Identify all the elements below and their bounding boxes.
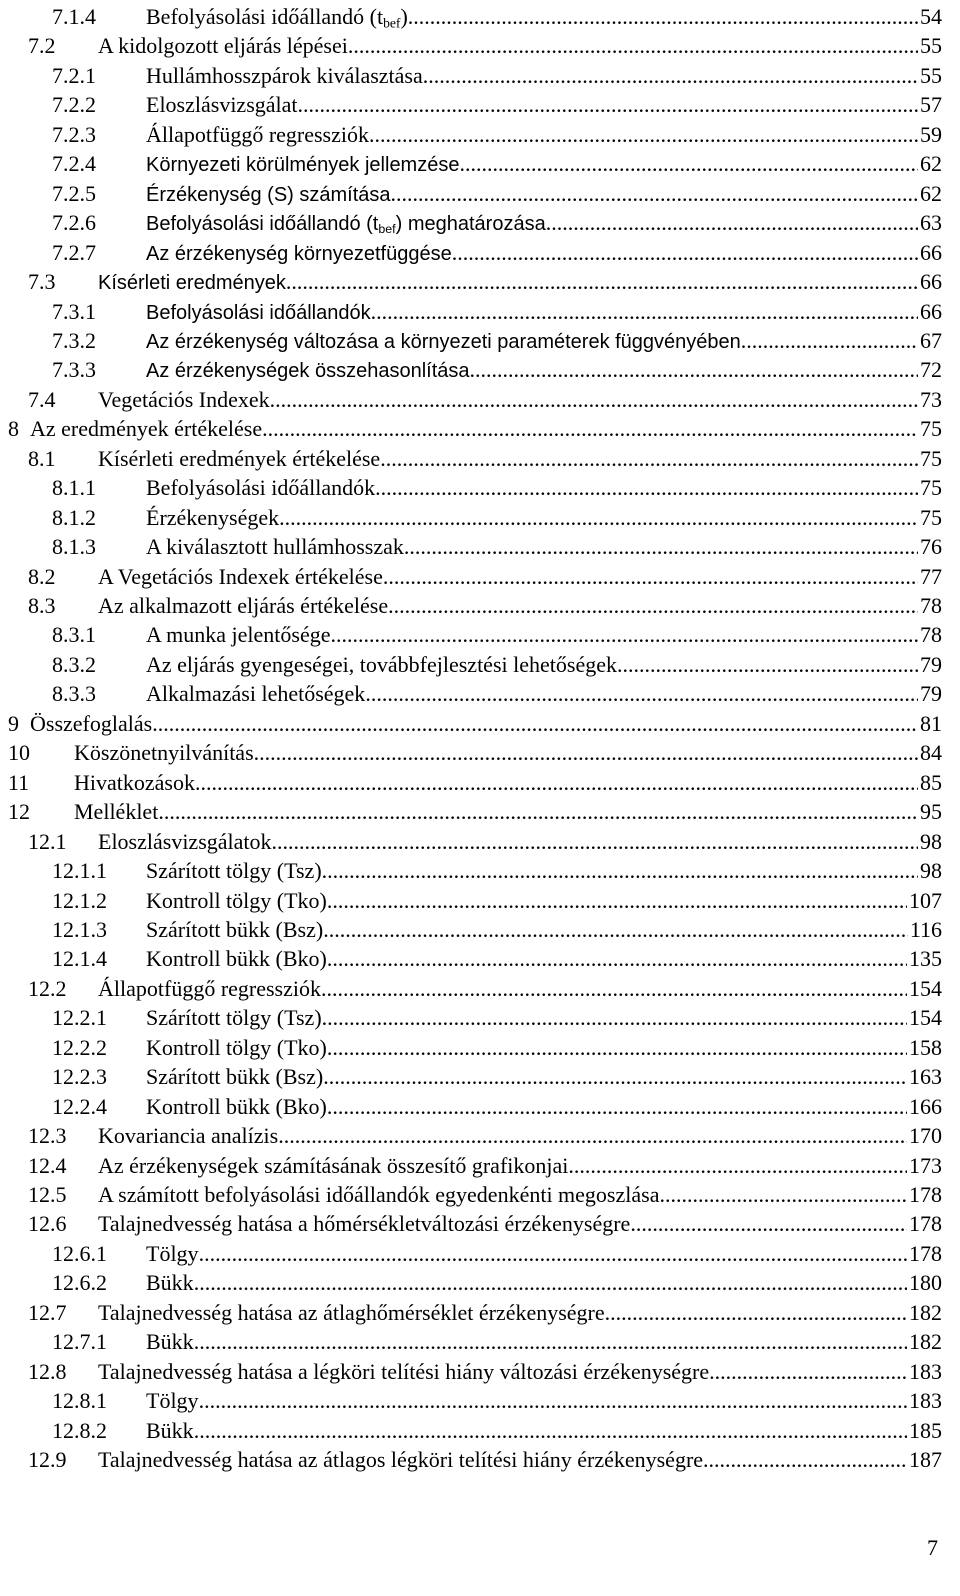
- toc-entry[interactable]: [0, 650, 960, 680]
- toc-entry-page: 76: [920, 534, 942, 560]
- toc-entry-number: 12: [8, 799, 30, 825]
- toc-entry[interactable]: [0, 1121, 960, 1151]
- toc-entry-title: Talajnedvesség hatása a légköri telítési hiány változási érzékenységre: [98, 1358, 710, 1384]
- toc-entry-title: A kiválasztott hullámhosszak: [146, 534, 404, 560]
- toc-entry-title: Talajnedvesség hatása az átlagos légköri telítési hiány érzékenységre: [98, 1447, 704, 1473]
- toc-entry[interactable]: [0, 532, 960, 562]
- toc-entry-title: A Vegetációs Indexek értékelése: [98, 563, 383, 589]
- toc-entry-page: 166: [909, 1093, 942, 1119]
- toc-entry-title: Bükk: [146, 1270, 194, 1296]
- toc-dot-leader: [262, 414, 918, 444]
- toc-entry-page: 170: [909, 1123, 942, 1149]
- toc-dot-leader: [408, 2, 918, 32]
- toc-entry-page: 62: [920, 180, 942, 206]
- toc-entry-page: 78: [920, 593, 942, 618]
- toc-entry-page: 54: [920, 4, 942, 29]
- toc-entry-number: 12.8.2: [52, 1417, 107, 1443]
- toc-dot-leader: [152, 709, 918, 739]
- toc-entry-subscript: bef: [378, 222, 396, 237]
- toc-entry-number: 12.1: [28, 828, 67, 854]
- toc-entry-number: 7.2.4: [52, 151, 96, 177]
- toc-entry-title: Az érzékenységek összehasonlítása: [146, 360, 470, 383]
- toc-dot-leader: [452, 238, 918, 268]
- toc-entry[interactable]: [0, 562, 960, 592]
- toc-dot-leader: [331, 620, 918, 650]
- toc-entry-page: 73: [920, 386, 942, 412]
- toc-entry-page: 185: [909, 1417, 942, 1443]
- toc-entry-number: 8.2: [28, 563, 56, 589]
- toc-entry-number: 12.2.2: [52, 1034, 107, 1060]
- toc-entry-number: 12.9: [28, 1447, 67, 1473]
- toc-entry[interactable]: [0, 326, 960, 356]
- toc-dot-leader: [546, 208, 918, 238]
- toc-entry-number: 8.1.1: [52, 475, 96, 501]
- toc-dot-leader: [194, 1416, 907, 1446]
- toc-entry-title: Kontroll bükk (Bko): [146, 1093, 327, 1119]
- toc-entry[interactable]: [0, 1268, 960, 1298]
- toc-dot-leader: [741, 326, 918, 356]
- toc-entry-number: 12.7: [28, 1299, 67, 1325]
- toc-entry-title: Az érzékenység változása a környezeti paraméterek függvényében: [146, 330, 741, 353]
- toc-dot-leader: [323, 1062, 907, 1092]
- toc-entry-page: 67: [920, 327, 942, 353]
- toc-entry-page: 173: [909, 1152, 942, 1178]
- toc-entry-number: 12.3: [28, 1123, 67, 1149]
- toc-entry-number: 7.2.7: [52, 239, 96, 265]
- toc-entry-page: 98: [920, 858, 942, 884]
- toc-dot-leader: [195, 768, 918, 798]
- toc-entry-title: Köszönetnyilvánítás: [74, 740, 254, 766]
- toc-entry[interactable]: [0, 120, 960, 150]
- toc-entry-page: 107: [909, 887, 942, 913]
- toc-entry-title: Kísérleti eredmények: [98, 272, 286, 295]
- toc-entry-page: 98: [920, 828, 942, 854]
- toc-entry-page: 79: [920, 651, 942, 677]
- toc-entry-number: 12.6: [28, 1211, 67, 1237]
- toc-dot-leader: [321, 974, 907, 1004]
- toc-dot-leader: [659, 1180, 907, 1210]
- toc-entry[interactable]: [0, 1003, 960, 1033]
- toc-entry-title: Tölgy: [146, 1240, 199, 1266]
- toc-entry-number: 8.3: [28, 593, 56, 618]
- toc-dot-leader: [327, 886, 907, 916]
- toc-entry[interactable]: [0, 915, 960, 945]
- toc-entry-number: 12.4: [28, 1152, 67, 1178]
- toc-entry[interactable]: [0, 238, 960, 268]
- toc-entry[interactable]: [0, 179, 960, 209]
- toc-entry-title: Állapotfüggő regressziók: [146, 121, 369, 147]
- toc-dot-leader: [369, 120, 918, 150]
- toc-entry-title: A számított befolyásolási időállandók egyedenkénti megoszlása: [98, 1182, 660, 1207]
- toc-entry[interactable]: [0, 827, 960, 857]
- page-number: 7: [927, 1535, 938, 1560]
- toc-entry-title: Szárított bükk (Bsz): [146, 1064, 324, 1090]
- toc-entry-title: Bükk: [146, 1329, 194, 1355]
- toc-entry-number: 12.1.2: [52, 887, 107, 913]
- toc-dot-leader: [327, 1092, 907, 1122]
- toc-entry-number: 8.3.2: [52, 651, 96, 677]
- toc-entry-number: 7.4: [28, 386, 56, 412]
- toc-dot-leader: [278, 1121, 907, 1151]
- toc-entry[interactable]: [0, 1445, 960, 1475]
- toc-entry-title: Hullámhosszpárok kiválasztása: [146, 62, 423, 88]
- toc-entry[interactable]: [0, 444, 960, 474]
- toc-entry-page: 77: [920, 563, 942, 589]
- toc-entry-page: 135: [909, 946, 942, 972]
- toc-entry-title: Szárított tölgy (Tsz): [146, 858, 322, 884]
- toc-entry[interactable]: [0, 90, 960, 120]
- toc-entry-title: Kovariancia analízis: [98, 1123, 279, 1149]
- toc-entry-title: Az eljárás gyengeségei, továbbfejlesztési lehetőségek: [146, 651, 617, 677]
- toc-entry[interactable]: [0, 679, 960, 709]
- toc-entry[interactable]: [0, 768, 960, 798]
- toc-entry-number: 8.3.3: [52, 681, 96, 707]
- toc-entry[interactable]: [0, 974, 960, 1004]
- toc-entry-title: [146, 2, 408, 32]
- toc-entry-title: Befolyásolási időállandók: [146, 475, 376, 501]
- toc-entry[interactable]: [0, 1386, 960, 1416]
- toc-entry-page: 187: [909, 1447, 942, 1473]
- toc-entry[interactable]: [0, 1416, 960, 1446]
- toc-entry[interactable]: [0, 297, 960, 327]
- toc-entry-page: 178: [909, 1240, 942, 1266]
- toc-entry-title-text: Befolyásolási időállandó (t: [146, 4, 384, 29]
- toc-entry-page: 55: [920, 62, 942, 88]
- toc-entry-page: 75: [920, 416, 942, 442]
- toc-entry-title: Hivatkozások: [74, 769, 195, 795]
- toc-entry[interactable]: [0, 1062, 960, 1092]
- toc-entry-title: Kontroll tölgy (Tko): [146, 887, 327, 913]
- toc-entry-page: 59: [920, 121, 942, 147]
- toc-dot-leader: [568, 1151, 907, 1181]
- toc-entry-page: 183: [909, 1358, 942, 1384]
- toc-dot-leader: [617, 650, 918, 680]
- toc-entry-title: Állapotfüggő regressziók: [98, 975, 321, 1001]
- toc-entry[interactable]: [0, 473, 960, 503]
- toc-entry-title: Kísérleti eredmények értékelése: [98, 445, 381, 471]
- toc-entry-number: 12.7.1: [52, 1329, 107, 1355]
- toc-entry-page: 182: [909, 1329, 942, 1355]
- toc-dot-leader: [709, 1357, 907, 1387]
- toc-entry[interactable]: [0, 738, 960, 768]
- toc-dot-leader: [348, 31, 918, 61]
- toc-entry-title: Összefoglalás: [30, 710, 153, 736]
- toc-entry[interactable]: [0, 414, 960, 444]
- toc-entry-page: 66: [920, 269, 942, 295]
- toc-entry[interactable]: [0, 1033, 960, 1063]
- toc-entry-page: 81: [920, 710, 942, 736]
- toc-entry-title: Kontroll bükk (Bko): [146, 946, 327, 972]
- toc-entry-title: Alkalmazási lehetőségek: [146, 681, 366, 707]
- toc-entry[interactable]: [0, 61, 960, 91]
- toc-entry-number: 7.2.6: [52, 210, 96, 236]
- toc-entry-page: 75: [920, 445, 942, 471]
- toc-entry-page: 66: [920, 298, 942, 324]
- toc-entry-title-text: ) meghatározása: [395, 213, 546, 236]
- toc-entry-title: Talajnedvesség hatása a hőmérsékletváltozási érzékenységre: [98, 1211, 631, 1237]
- toc-entry[interactable]: [0, 385, 960, 415]
- toc-entry-number: 7.2.3: [52, 121, 96, 147]
- toc-entry-number: 9: [8, 710, 19, 736]
- toc-entry[interactable]: [0, 1298, 960, 1328]
- toc-entry-page: 95: [920, 799, 942, 825]
- toc-entry-page: 116: [909, 916, 942, 942]
- toc-dot-leader: [272, 827, 918, 857]
- toc-entry-title: Bükk: [146, 1417, 194, 1443]
- toc-entry-title: Az érzékenységek számításának összesítő grafikonjai: [98, 1152, 569, 1178]
- toc-entry-page: 78: [920, 622, 942, 648]
- toc-entry-number: 7.1.4: [52, 4, 96, 29]
- toc-dot-leader: [286, 267, 918, 297]
- toc-entry-title: Vegetációs Indexek: [98, 386, 270, 412]
- toc-entry-number: 12.6.1: [52, 1240, 107, 1266]
- toc-dot-leader: [279, 503, 918, 533]
- toc-entry-title: Környezeti körülmények jellemzése: [146, 154, 460, 177]
- toc-entry-page: 183: [909, 1388, 942, 1414]
- toc-dot-leader: [391, 179, 918, 209]
- toc-entry-number: 12.1.4: [52, 946, 107, 972]
- toc-entry-title: Az eredmények értékelése: [30, 416, 263, 442]
- toc-entry-page: 182: [909, 1299, 942, 1325]
- toc-entry-page: 62: [920, 151, 942, 177]
- toc-entry-title-text: ): [400, 4, 408, 29]
- toc-entry[interactable]: [0, 1357, 960, 1387]
- toc-entry[interactable]: [0, 1327, 960, 1357]
- toc-entry-page: 85: [920, 769, 942, 795]
- toc-dot-leader: [254, 738, 918, 768]
- toc-entry-title: Érzékenységek: [146, 504, 280, 530]
- toc-entry-title: Az érzékenység környezetfüggése: [146, 242, 452, 265]
- toc-entry[interactable]: [0, 1151, 960, 1181]
- toc-entry[interactable]: [0, 944, 960, 974]
- toc-dot-leader: [380, 444, 918, 474]
- toc-dot-leader: [470, 355, 918, 385]
- toc-entry-number: 7.3.2: [52, 327, 96, 353]
- toc-entry[interactable]: [0, 31, 960, 61]
- toc-entry-number: 7.2: [28, 33, 56, 59]
- toc-entry-title: Szárított tölgy (Tsz): [146, 1005, 322, 1031]
- toc-dot-leader: [322, 856, 918, 886]
- toc-entry-number: 12.8.1: [52, 1388, 107, 1414]
- toc-entry-title: Tölgy: [146, 1388, 199, 1414]
- toc-dot-leader: [365, 679, 918, 709]
- toc-entry[interactable]: [0, 856, 960, 886]
- toc-dot-leader: [388, 591, 918, 621]
- toc-entry-title: Szárított bükk (Bsz): [146, 916, 324, 942]
- toc-entry-title: Érzékenység (S) számítása: [146, 183, 391, 206]
- toc-dot-leader: [375, 473, 918, 503]
- toc-entry-number: 8: [8, 416, 19, 442]
- toc-entry-page: 178: [909, 1182, 942, 1207]
- toc-entry-title: Befolyásolási időállandók: [146, 301, 371, 324]
- toc-entry-page: 72: [920, 357, 942, 383]
- toc-entry[interactable]: [0, 620, 960, 650]
- toc-entry-title: A kidolgozott eljárás lépései: [98, 33, 348, 59]
- toc-entry-number: 12.1.3: [52, 916, 107, 942]
- toc-entry-number: 12.6.2: [52, 1270, 107, 1296]
- toc-entry-title: A munka jelentősége: [146, 622, 331, 648]
- toc-entry-title: Eloszlásvizsgálatok: [98, 828, 272, 854]
- toc-dot-leader: [327, 1033, 907, 1063]
- toc-entry-number: 7.3.1: [52, 298, 96, 324]
- toc-entry-title: [146, 209, 546, 239]
- toc-entry-page: 79: [920, 681, 942, 707]
- toc-entry[interactable]: [0, 591, 960, 621]
- toc-dot-leader: [605, 1298, 907, 1328]
- toc-entry[interactable]: [0, 1092, 960, 1122]
- toc-entry-subscript: bef: [383, 15, 401, 31]
- toc-dot-leader: [459, 149, 918, 179]
- toc-entry-title: Melléklet: [74, 799, 159, 825]
- toc-entry-number: 10: [8, 740, 30, 766]
- toc-dot-leader: [404, 532, 918, 562]
- toc-dot-leader: [194, 1327, 907, 1357]
- toc-entry-number: 7.3: [28, 269, 56, 295]
- toc-entry-number: 8.1.2: [52, 504, 96, 530]
- toc-entry-number: 8.3.1: [52, 622, 96, 648]
- toc-entry-page: 180: [909, 1270, 942, 1296]
- toc-entry-page: 55: [920, 33, 942, 59]
- toc-entry-page: 178: [909, 1211, 942, 1237]
- toc-entry-page: 84: [920, 740, 942, 766]
- toc-entry-number: 11: [8, 769, 30, 795]
- toc-entry-page: 66: [920, 239, 942, 265]
- toc-dot-leader: [270, 385, 918, 415]
- toc-dot-leader: [199, 1386, 907, 1416]
- toc-entry[interactable]: [0, 886, 960, 916]
- toc-entry-page: 154: [909, 975, 942, 1001]
- toc-entry[interactable]: [0, 503, 960, 533]
- toc-entry-title: Kontroll tölgy (Tko): [146, 1034, 327, 1060]
- toc-dot-leader: [194, 1268, 907, 1298]
- toc-entry-page: 154: [909, 1005, 942, 1031]
- toc-entry-number: 7.2.2: [52, 92, 96, 118]
- toc-entry-number: 7.3.3: [52, 357, 96, 383]
- toc-entry-title: Talajnedvesség hatása az átlaghőmérséklet érzékenységre: [98, 1299, 605, 1325]
- toc-entry-number: 12.2.1: [52, 1005, 107, 1031]
- toc-dot-leader: [703, 1445, 907, 1475]
- toc-entry-page: 57: [920, 92, 942, 118]
- toc-entry-number: 12.8: [28, 1358, 67, 1384]
- toc-entry-number: 7.2.1: [52, 62, 96, 88]
- toc-entry-page: 75: [920, 504, 942, 530]
- toc-entry-number: 12.1.1: [52, 858, 107, 884]
- toc-entry[interactable]: [0, 797, 960, 827]
- toc-entry-title-text: Befolyásolási időállandó (t: [146, 213, 379, 236]
- toc-entry-page: 75: [920, 475, 942, 501]
- toc-entry-title: Az alkalmazott eljárás értékelése: [98, 593, 389, 618]
- toc-entry-title: Eloszlásvizsgálat: [146, 92, 298, 118]
- toc-entry[interactable]: [0, 1239, 960, 1269]
- toc-entry-number: 12.2: [28, 975, 67, 1001]
- toc-dot-leader: [383, 562, 918, 592]
- toc-dot-leader: [298, 90, 918, 120]
- toc-dot-leader: [423, 61, 918, 91]
- toc-entry-number: 8.1: [28, 445, 56, 471]
- toc-entry[interactable]: [0, 1180, 960, 1210]
- toc-dot-leader: [323, 915, 908, 945]
- toc-entry[interactable]: [0, 149, 960, 179]
- toc-dot-leader: [322, 1003, 907, 1033]
- toc-dot-leader: [327, 944, 907, 974]
- toc-entry-number: 8.1.3: [52, 534, 96, 560]
- toc-entry-page: 63: [920, 210, 942, 236]
- toc-entry-number: 7.2.5: [52, 180, 96, 206]
- toc-entry-number: 12.2.3: [52, 1064, 107, 1090]
- toc-entry[interactable]: [0, 1209, 960, 1239]
- toc-entry[interactable]: [0, 2, 960, 32]
- toc-entry[interactable]: [0, 208, 960, 238]
- toc-dot-leader: [371, 297, 918, 327]
- toc-entry[interactable]: [0, 267, 960, 297]
- toc-entry[interactable]: [0, 355, 960, 385]
- toc-dot-leader: [630, 1209, 907, 1239]
- toc-dot-leader: [158, 797, 918, 827]
- toc-entry-number: 12.5: [28, 1182, 67, 1207]
- toc-entry-page: 163: [909, 1064, 942, 1090]
- toc-entry-number: 12.2.4: [52, 1093, 107, 1119]
- toc-entry[interactable]: [0, 709, 960, 739]
- toc-entry-page: 158: [909, 1034, 942, 1060]
- toc-dot-leader: [199, 1239, 907, 1269]
